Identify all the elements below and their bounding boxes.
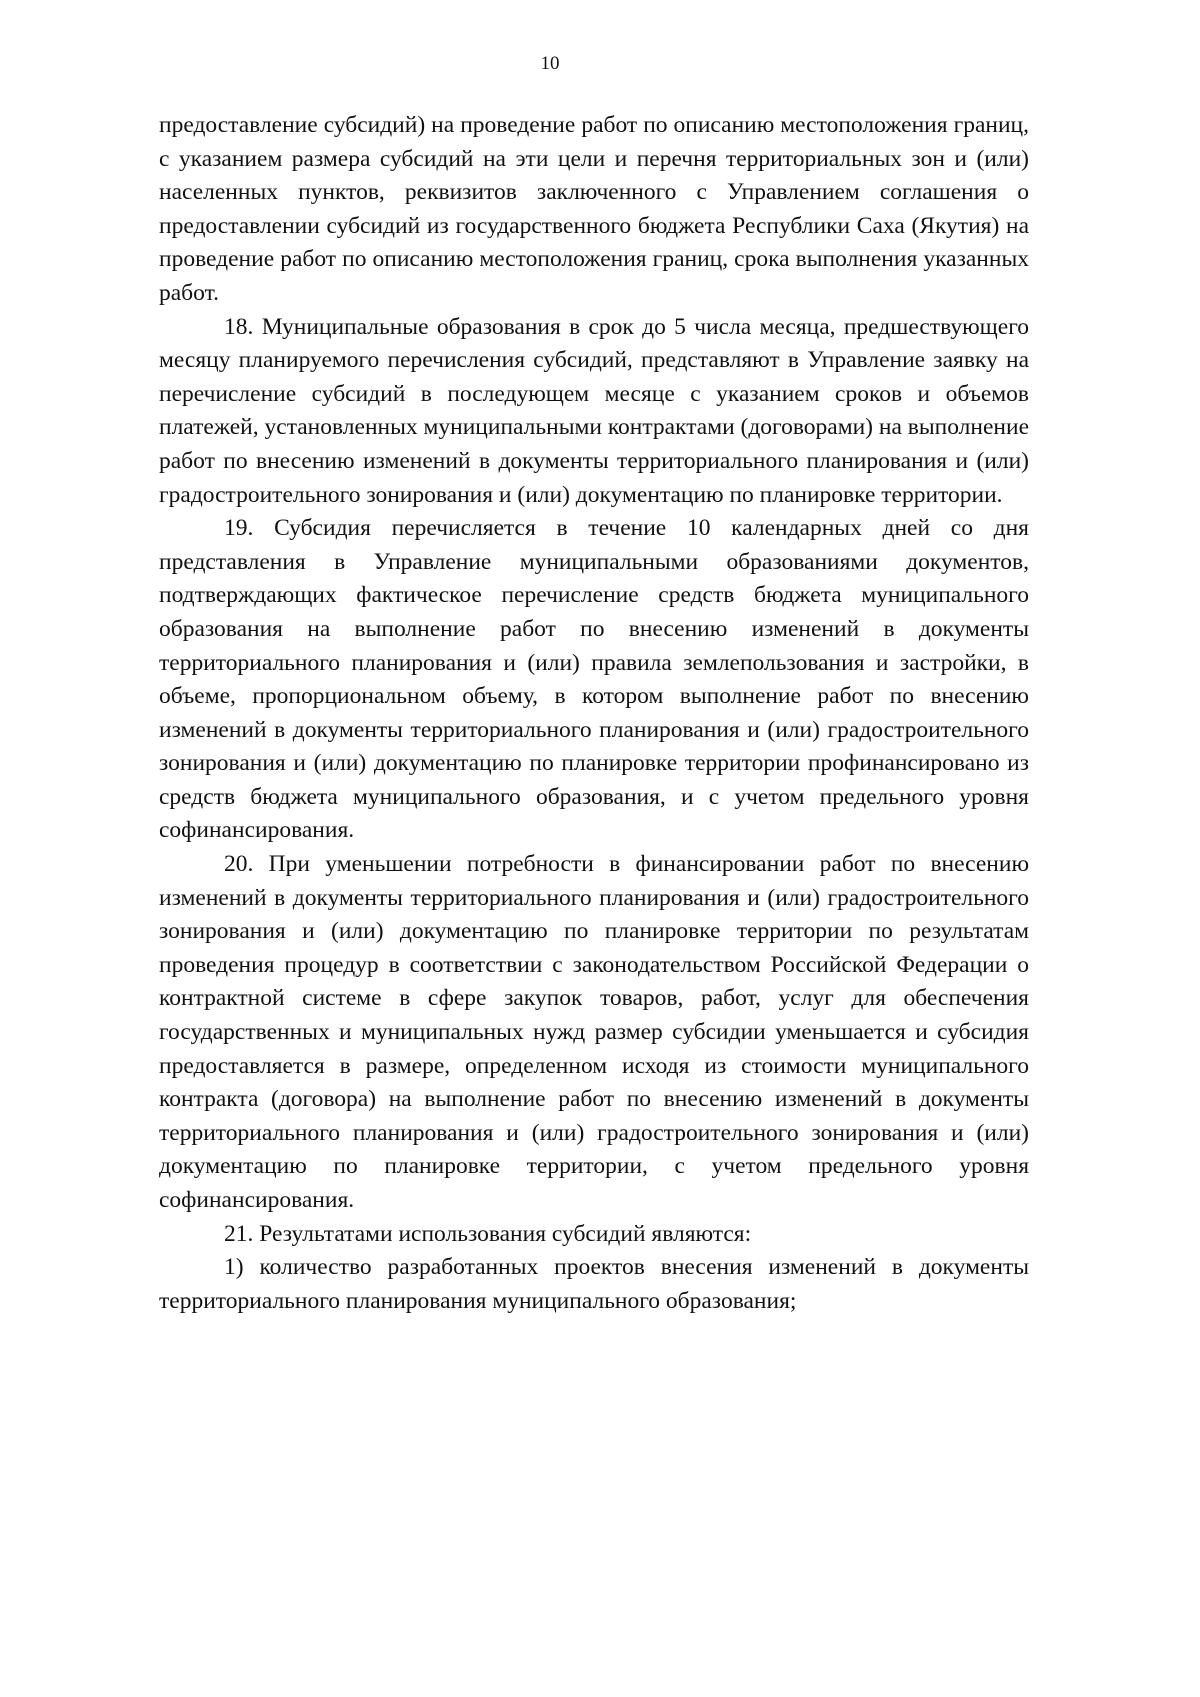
document-body xyxy=(159,109,1029,1318)
paragraph-19: 19. Субсидия перечисляется в течение 10 календарных дней со дня представления в Управление муниципальными образованиями документов, подтверждающих фактическое перечисление средств бюджета муниципального образования на выполнение работ по внесению изменений в документы территориального планирования и (или) правила землепользования и застройки, в объеме, пропорциональном объему, в котором выполнение работ по внесению изменений в документы территориального планирования и (или) градостроительного зонирования и (или) документацию по планировке территории профинансировано из средств бюджета муниципального образования, и с учетом предельного уровня софинансирования. xyxy=(159,515,1029,844)
paragraph-continuation-17: предоставление субсидий) на проведение работ по описанию местоположения границ, с указанием размера субсидий на эти цели и перечня территориальных зон и (или) населенных пунктов, реквизитов заключенного с Управлением соглашения о предоставлении субсидий из государственного бюджета Республики Саха (Якутия) на проведение работ по описанию местоположения границ, срока выполнения указанных работ. xyxy=(159,112,1029,306)
paragraph-18: 18. Муниципальные образования в срок до 5 числа месяца, предшествующего месяцу планируемого перечисления субсидий, представляют в Управление заявку на перечисление субсидий в последующем месяце с указанием сроков и объемов платежей, установленных муниципальными контрактами (договорами) на выполнение работ по внесению изменений в документы территориального планирования и (или) градостроительного зонирования и (или) документацию по планировке территории. xyxy=(159,313,1029,508)
page-number: 10 xyxy=(540,53,560,74)
paragraph-21: 21. Результатами использования субсидий являются: xyxy=(224,1220,752,1247)
paragraph-20: 20. При уменьшении потребности в финансировании работ по внесению изменений в документы территориального планирования и (или) градостроительного зонирования и (или) документацию по планировке территории по результатам проведения процедур в соответствии с законодательством Российской Федерации о контрактной системе в сфере закупок товаров, работ, услуг для обеспечения государственных и муниципальных нужд размер субсидии уменьшается и субсидия предоставляется в размере, определенном исходя из стоимости муниципального контракта (договора) на выполнение работ по внесению изменений в документы территориального планирования и (или) градостроительного зонирования и (или) документацию по планировке территории, с учетом предельного уровня софинансирования. xyxy=(159,851,1029,1213)
paragraph-21-item-1: 1) количество разработанных проектов внесения изменений в документы территориального планирования муниципального образования; xyxy=(159,1254,1029,1314)
